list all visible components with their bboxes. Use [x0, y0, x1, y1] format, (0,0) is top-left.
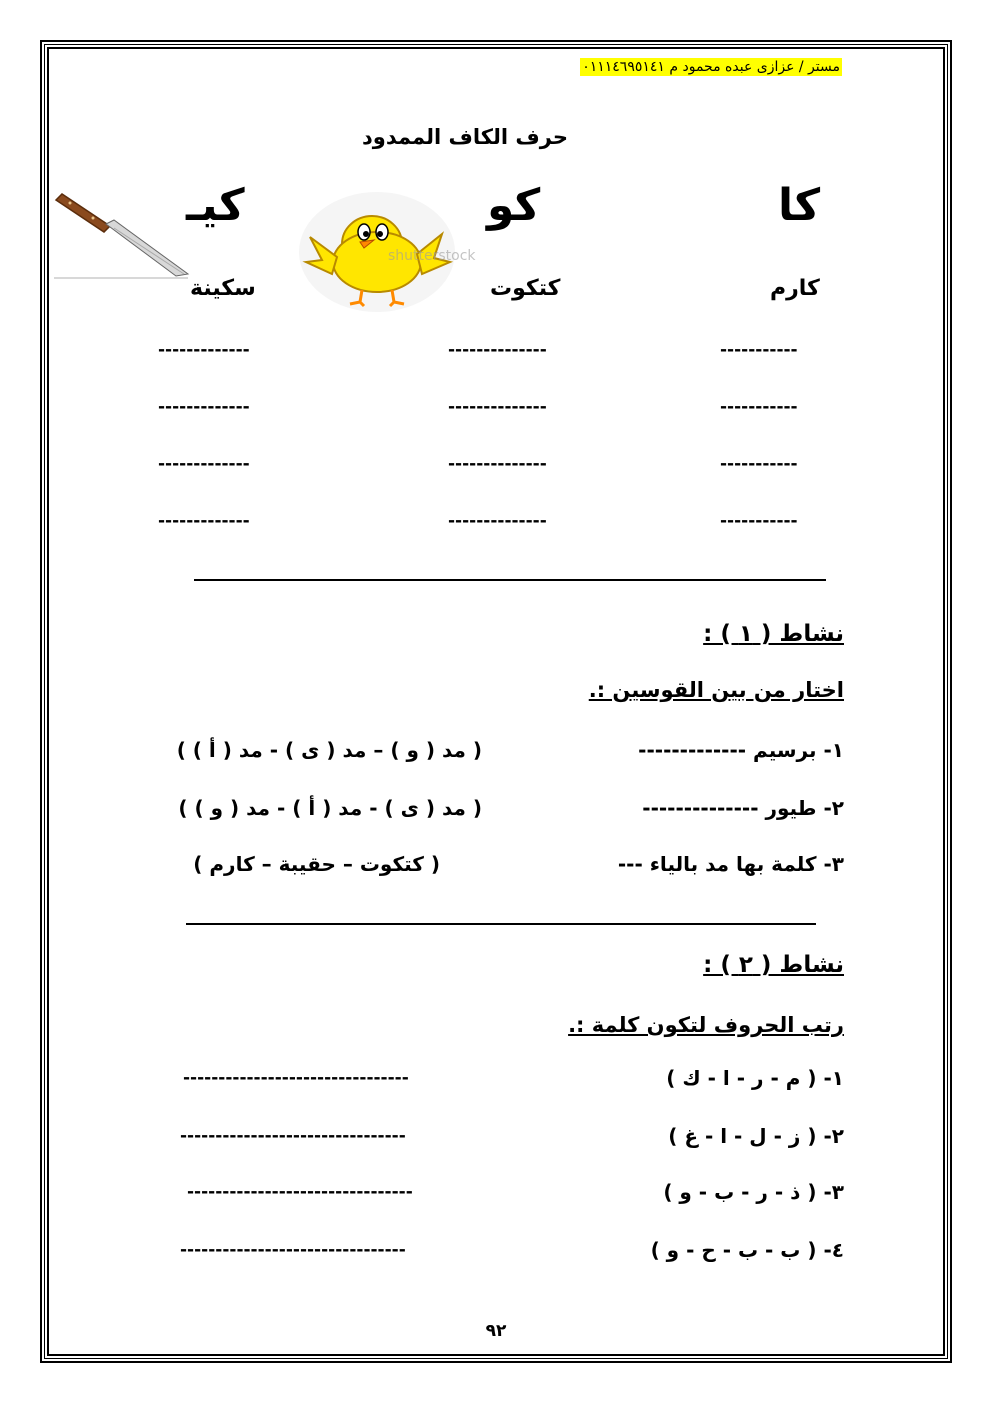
activity2-question-prompt: ٣- ( ذ - ر - ب - و ): [663, 1180, 844, 1204]
practice-line[interactable]: --------------: [448, 340, 547, 360]
activity2-heading: نشاط ( ٢ ) :: [703, 952, 844, 978]
answer-line[interactable]: --------------------------------: [180, 1240, 406, 1260]
syllable-ki: كيـ: [186, 180, 245, 231]
activity1-heading: نشاط ( ١ ) :: [703, 621, 844, 647]
word-karem: كارم: [770, 276, 820, 301]
practice-line[interactable]: --------------: [448, 454, 547, 474]
activity1-question-prompt: ١- برسيم -------------: [638, 738, 844, 762]
activity1-question-prompt: ٣- كلمة بها مد بالياء ---: [617, 852, 844, 876]
page-number: ٩٢: [485, 1321, 507, 1341]
activity1-question-prompt: ٢- طيور --------------: [642, 796, 844, 820]
practice-line[interactable]: -------------: [158, 397, 250, 417]
syllable-ka: كا: [778, 180, 821, 231]
activity2-question-prompt: ١- ( م - ر - ا - ك ): [666, 1066, 844, 1090]
practice-line[interactable]: -------------: [158, 340, 250, 360]
chick-watermark: shutterstock: [388, 248, 476, 264]
author-banner: مستر / عزازى عبده محمود م ٠١١١٤٦٩٥١٤١: [582, 59, 840, 75]
syllable-ku: كو: [487, 180, 541, 231]
practice-line[interactable]: -----------: [720, 397, 798, 417]
activity1-question-choices: ( مد ( و ) – مد ( ى ) - مد ( أ ) ): [176, 738, 482, 762]
activity1-question-choices: ( كتكوت – حقيبة – كارم ): [193, 852, 440, 876]
knife-illustration: [48, 188, 198, 288]
section-divider: [186, 923, 816, 925]
answer-line[interactable]: --------------------------------: [187, 1182, 413, 1202]
practice-line[interactable]: -----------: [720, 454, 798, 474]
page-title: حرف الكاف الممدود: [362, 125, 568, 149]
activity2-instruction: رتب الحروف لتكون كلمة :.: [568, 1013, 844, 1037]
practice-line[interactable]: -----------: [720, 511, 798, 531]
answer-line[interactable]: --------------------------------: [180, 1126, 406, 1146]
practice-line[interactable]: --------------: [448, 511, 547, 531]
activity2-question-prompt: ٤- ( ب - ب - ح - و ): [650, 1238, 844, 1262]
section-divider: [194, 579, 826, 581]
practice-line[interactable]: --------------: [448, 397, 547, 417]
practice-line[interactable]: -----------: [720, 340, 798, 360]
word-sekina: سكينة: [190, 276, 256, 301]
activity2-question-prompt: ٢- ( ز - ل - ا - غ ): [668, 1124, 844, 1148]
activity1-question-choices: ( مد ( ى ) - مد ( أ ) - مد ( و ) ): [178, 796, 482, 820]
chick-illustration: [292, 182, 476, 317]
practice-line[interactable]: -------------: [158, 511, 250, 531]
practice-line[interactable]: -------------: [158, 454, 250, 474]
word-katkut: كتكوت: [490, 276, 561, 301]
activity1-instruction: اختار من بين القوسين :.: [588, 678, 844, 702]
answer-line[interactable]: --------------------------------: [183, 1068, 409, 1088]
